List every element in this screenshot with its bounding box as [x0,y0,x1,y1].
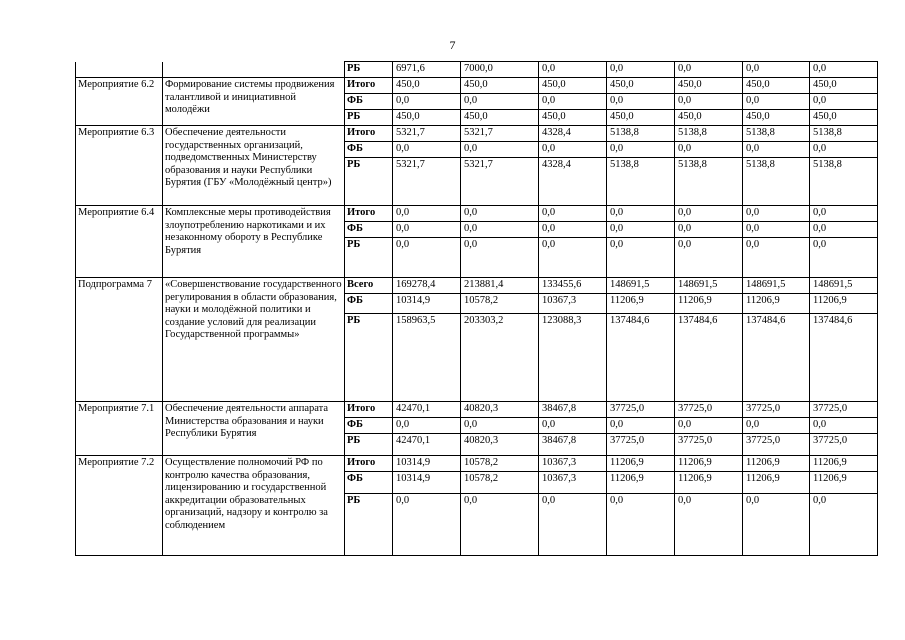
amount-cell: 203303,2 [461,314,539,402]
amount-cell: 11206,9 [675,294,743,314]
amount-cell: 11206,9 [810,472,878,494]
table-row [76,206,878,222]
funding-source-cell: ФБ [345,222,393,238]
amount-cell: 11206,9 [810,294,878,314]
amount-cell: 37725,0 [675,434,743,456]
amount-cell: 0,0 [539,94,607,110]
amount-cell: 11206,9 [675,472,743,494]
amount-cell: 0,0 [607,494,675,556]
event-name-cell: Комплексные меры противодействия злоупотреблению наркотиками и их незаконному обороту в Республике Бурятия [163,206,345,278]
event-code-cell: Мероприятие 7.1 [76,402,163,456]
amount-cell: 450,0 [675,110,743,126]
event-code-cell: Подпрограмма 7 [76,278,163,402]
amount-cell: 10578,2 [461,294,539,314]
amount-cell: 450,0 [743,110,810,126]
amount-cell: 0,0 [393,222,461,238]
amount-cell: 0,0 [743,418,810,434]
amount-cell: 148691,5 [810,278,878,294]
amount-cell: 0,0 [393,418,461,434]
amount-cell: 0,0 [743,62,810,78]
amount-cell: 0,0 [539,142,607,158]
amount-cell: 137484,6 [810,314,878,402]
amount-cell: 10314,9 [393,456,461,472]
amount-cell: 10367,3 [539,294,607,314]
funding-source-cell: Итого [345,206,393,222]
event-code-cell: Мероприятие 6.3 [76,126,163,206]
funding-source-cell: ФБ [345,294,393,314]
event-code-cell: Мероприятие 6.2 [76,78,163,126]
amount-cell: 0,0 [461,222,539,238]
amount-cell: 0,0 [607,418,675,434]
amount-cell: 0,0 [461,94,539,110]
amount-cell: 5321,7 [461,158,539,206]
amount-cell: 5138,8 [607,126,675,142]
amount-cell: 137484,6 [607,314,675,402]
event-code-cell: Мероприятие 6.4 [76,206,163,278]
funding-source-cell: ФБ [345,418,393,434]
amount-cell: 4328,4 [539,126,607,142]
amount-cell: 450,0 [607,110,675,126]
amount-cell: 0,0 [743,222,810,238]
funding-source-cell: РБ [345,62,393,78]
amount-cell: 0,0 [743,238,810,278]
amount-cell: 37725,0 [743,434,810,456]
amount-cell: 0,0 [810,418,878,434]
amount-cell: 450,0 [461,110,539,126]
funding-source-cell: Итого [345,126,393,142]
amount-cell: 0,0 [675,142,743,158]
table-row [76,278,878,294]
amount-cell: 0,0 [539,206,607,222]
amount-cell: 0,0 [810,94,878,110]
funding-source-cell: РБ [345,494,393,556]
amount-cell: 0,0 [675,222,743,238]
amount-cell: 0,0 [461,238,539,278]
amount-cell: 11206,9 [743,456,810,472]
amount-cell: 0,0 [607,62,675,78]
amount-cell: 37725,0 [607,402,675,418]
amount-cell: 148691,5 [607,278,675,294]
amount-cell: 0,0 [607,206,675,222]
amount-cell: 10578,2 [461,472,539,494]
amount-cell: 0,0 [675,238,743,278]
amount-cell: 450,0 [675,78,743,94]
amount-cell: 10314,9 [393,472,461,494]
amount-cell: 11206,9 [607,456,675,472]
amount-cell: 0,0 [675,494,743,556]
amount-cell: 450,0 [461,78,539,94]
amount-cell: 5321,7 [393,126,461,142]
funding-source-cell: Итого [345,402,393,418]
amount-cell: 0,0 [393,94,461,110]
amount-cell: 5138,8 [810,126,878,142]
amount-cell: 5138,8 [675,158,743,206]
amount-cell: 37725,0 [743,402,810,418]
amount-cell: 0,0 [810,206,878,222]
funding-source-cell: ФБ [345,472,393,494]
amount-cell: 11206,9 [743,294,810,314]
amount-cell: 11206,9 [607,294,675,314]
amount-cell: 148691,5 [743,278,810,294]
amount-cell: 0,0 [393,142,461,158]
amount-cell: 450,0 [810,78,878,94]
amount-cell: 450,0 [393,78,461,94]
funding-source-cell: РБ [345,434,393,456]
amount-cell: 137484,6 [675,314,743,402]
event-name-cell: Обеспечение деятельности государственных организаций, подведомственных Министерству образования и науки Республики Бурятия (ГБУ «Молодёжный центр») [163,126,345,206]
amount-cell: 40820,3 [461,402,539,418]
funding-source-cell: РБ [345,110,393,126]
event-name-cell: Осуществление полномочий РФ по контролю качества образования, лицензированию и государственной аккредитации образовательных организаций, надзору и контролю за соблюдением [163,456,345,556]
amount-cell: 42470,1 [393,434,461,456]
amount-cell: 0,0 [743,94,810,110]
funding-source-cell: ФБ [345,142,393,158]
amount-cell: 11206,9 [743,472,810,494]
amount-cell: 0,0 [810,222,878,238]
amount-cell: 10367,3 [539,472,607,494]
table-row [76,78,878,94]
funding-source-cell: Всего [345,278,393,294]
amount-cell: 0,0 [539,238,607,278]
amount-cell: 123088,3 [539,314,607,402]
amount-cell: 37725,0 [810,402,878,418]
event-name-cell: Обеспечение деятельности аппарата Министерства образования и науки Республики Бурятия [163,402,345,456]
amount-cell: 0,0 [461,142,539,158]
amount-cell: 450,0 [743,78,810,94]
amount-cell: 5138,8 [675,126,743,142]
amount-cell: 5321,7 [461,126,539,142]
funding-source-cell: РБ [345,238,393,278]
amount-cell: 7000,0 [461,62,539,78]
event-name-cell: Формирование системы продвижения талантливой и инициативной молодёжи [163,78,345,126]
amount-cell: 0,0 [393,238,461,278]
amount-cell: 450,0 [810,110,878,126]
amount-cell: 5138,8 [607,158,675,206]
amount-cell: 11206,9 [607,472,675,494]
table-row [76,456,878,472]
amount-cell: 0,0 [607,94,675,110]
amount-cell: 0,0 [539,222,607,238]
amount-cell: 40820,3 [461,434,539,456]
amount-cell: 0,0 [539,62,607,78]
amount-cell: 133455,6 [539,278,607,294]
amount-cell: 37725,0 [675,402,743,418]
budget-table [75,61,878,556]
amount-cell: 0,0 [675,418,743,434]
table-row [76,126,878,142]
blank-name-cell [163,62,345,78]
amount-cell: 0,0 [675,206,743,222]
amount-cell: 38467,8 [539,402,607,418]
amount-cell: 0,0 [393,206,461,222]
funding-source-cell: ФБ [345,94,393,110]
budget-table-body [76,62,878,556]
amount-cell: 450,0 [393,110,461,126]
amount-cell: 137484,6 [743,314,810,402]
amount-cell: 42470,1 [393,402,461,418]
funding-source-cell: Итого [345,78,393,94]
amount-cell: 0,0 [810,494,878,556]
amount-cell: 37725,0 [810,434,878,456]
amount-cell: 10314,9 [393,294,461,314]
amount-cell: 10578,2 [461,456,539,472]
amount-cell: 4328,4 [539,158,607,206]
amount-cell: 0,0 [810,62,878,78]
amount-cell: 0,0 [675,62,743,78]
amount-cell: 5321,7 [393,158,461,206]
amount-cell: 213881,4 [461,278,539,294]
amount-cell: 0,0 [607,222,675,238]
amount-cell: 0,0 [461,206,539,222]
amount-cell: 0,0 [810,142,878,158]
amount-cell: 10367,3 [539,456,607,472]
amount-cell: 169278,4 [393,278,461,294]
page-number: 7 [449,38,456,52]
amount-cell: 11206,9 [810,456,878,472]
event-name-cell: «Совершенствование государственного регулирования в области образования, науки и молодёжной политики и создание условий для реализации Государственной программы» [163,278,345,402]
table-row [76,62,878,78]
amount-cell: 37725,0 [607,434,675,456]
amount-cell: 450,0 [539,110,607,126]
amount-cell: 450,0 [607,78,675,94]
amount-cell: 6971,6 [393,62,461,78]
amount-cell: 450,0 [539,78,607,94]
amount-cell: 5138,8 [810,158,878,206]
funding-source-cell: РБ [345,314,393,402]
amount-cell: 158963,5 [393,314,461,402]
funding-source-cell: Итого [345,456,393,472]
amount-cell: 0,0 [607,142,675,158]
amount-cell: 5138,8 [743,158,810,206]
blank-code-cell [76,62,163,78]
amount-cell: 148691,5 [675,278,743,294]
table-row [76,402,878,418]
amount-cell: 0,0 [743,494,810,556]
amount-cell: 0,0 [743,206,810,222]
amount-cell: 0,0 [743,142,810,158]
amount-cell: 0,0 [810,238,878,278]
funding-source-cell: РБ [345,158,393,206]
amount-cell: 38467,8 [539,434,607,456]
amount-cell: 0,0 [539,418,607,434]
amount-cell: 0,0 [539,494,607,556]
amount-cell: 0,0 [393,494,461,556]
amount-cell: 0,0 [607,238,675,278]
amount-cell: 11206,9 [675,456,743,472]
amount-cell: 0,0 [461,418,539,434]
amount-cell: 5138,8 [743,126,810,142]
amount-cell: 0,0 [461,494,539,556]
amount-cell: 0,0 [675,94,743,110]
event-code-cell: Мероприятие 7.2 [76,456,163,556]
